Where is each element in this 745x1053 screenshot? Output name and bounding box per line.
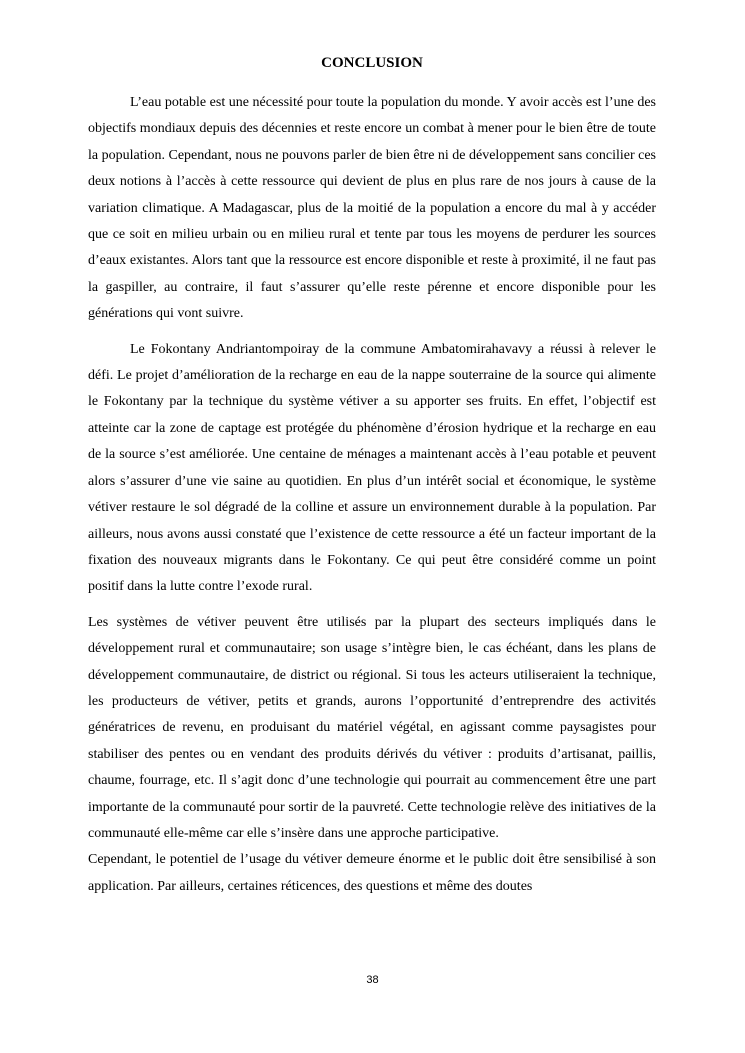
paragraph-vetiver-systems: Les systèmes de vétiver peuvent être utilisés par la plupart des secteurs impliqués dans le développement rural et communautaire; son usage s’intègre bien, le cas échéant, dans les plans de développement communautaire, de district ou régional. Si tous les acteurs utiliseraient la technique, les producteurs de vétiver, petits et grands, aurons l’opportunité d’entreprendre des activités génératrices de revenu, en produisant du matériel végétal, en agissant comme paysagistes pour stabiliser des pentes ou en vendant des produits dérivés du vétiver : produits d’artisanat, paillis, chaume, fourrage, etc. Il s’agit donc d’une technologie qui pourrait au commencement être une part importante de la communauté pour sortir de la pauvreté. Cette technologie relève des initiatives de la communauté elle-même car elle s’insère dans une approche participative. [88, 614, 656, 841]
paragraph-potential: Cependant, le potentiel de l’usage du vétiver demeure énorme et le public doit être sensibilisé à son application. Par ailleurs, certaines réticences, des questions et même des doutes [88, 852, 656, 894]
paragraph-fokontany: Le Fokontany Andriantompoiray de la commune Ambatomirahavavy a réussi à relever le défi. Le projet d’amélioration de la recharge en eau de la nappe souterraine de la source qui alimente le Fokontany par la technique du système vétiver a su apporter ses fruits. En effet, l’objectif est atteinte car la zone de captage est protégée du phénomène d’érosion hydrique et la recharge en eau de la source s’est améliorée. Une centaine de ménages a maintenant accès à l’eau potable et peuvent alors s’assurer d’une vie saine au quotidien. En plus d’un intérêt social et économique, le système vétiver restaure le sol dégradé de la colline et assure un environnement durable à la population. Par ailleurs, nous avons aussi constaté que l’existence de cette ressource a été un facteur important de la fixation des nouveaux migrants dans le Fokontany. Ce qui peut être considéré comme un point positif dans la lutte contre l’exode rural. [88, 341, 656, 595]
page-number: 38 [366, 974, 379, 986]
document-page [88, 50, 656, 900]
paragraph-intro: L’eau potable est une nécessité pour toute la population du monde. Y avoir accès est l’une des objectifs mondiaux depuis des décennies et reste encore un combat à mener pour le bien être de toute la population. Cependant, nous ne pouvons parler de bien être ni de développement sans concilier ces deux notions à l’accès à cette ressource qui devient de plus en plus rare de nos jours à cause de la variation climatique. A Madagascar, plus de la moitié de la population a encore du mal à y accéder que ce soit en milieu urbain ou en milieu rural et tente par tous les moyens de perdurer les sources d’eaux existantes. Alors tant que la ressource est encore disponible et reste à proximité, il ne faut pas la gaspiller, au contraire, il faut s’assurer qu’elle reste pérenne et encore disponible pour les générations qui vont suivre. [88, 95, 656, 322]
page-title: CONCLUSION [321, 55, 423, 71]
